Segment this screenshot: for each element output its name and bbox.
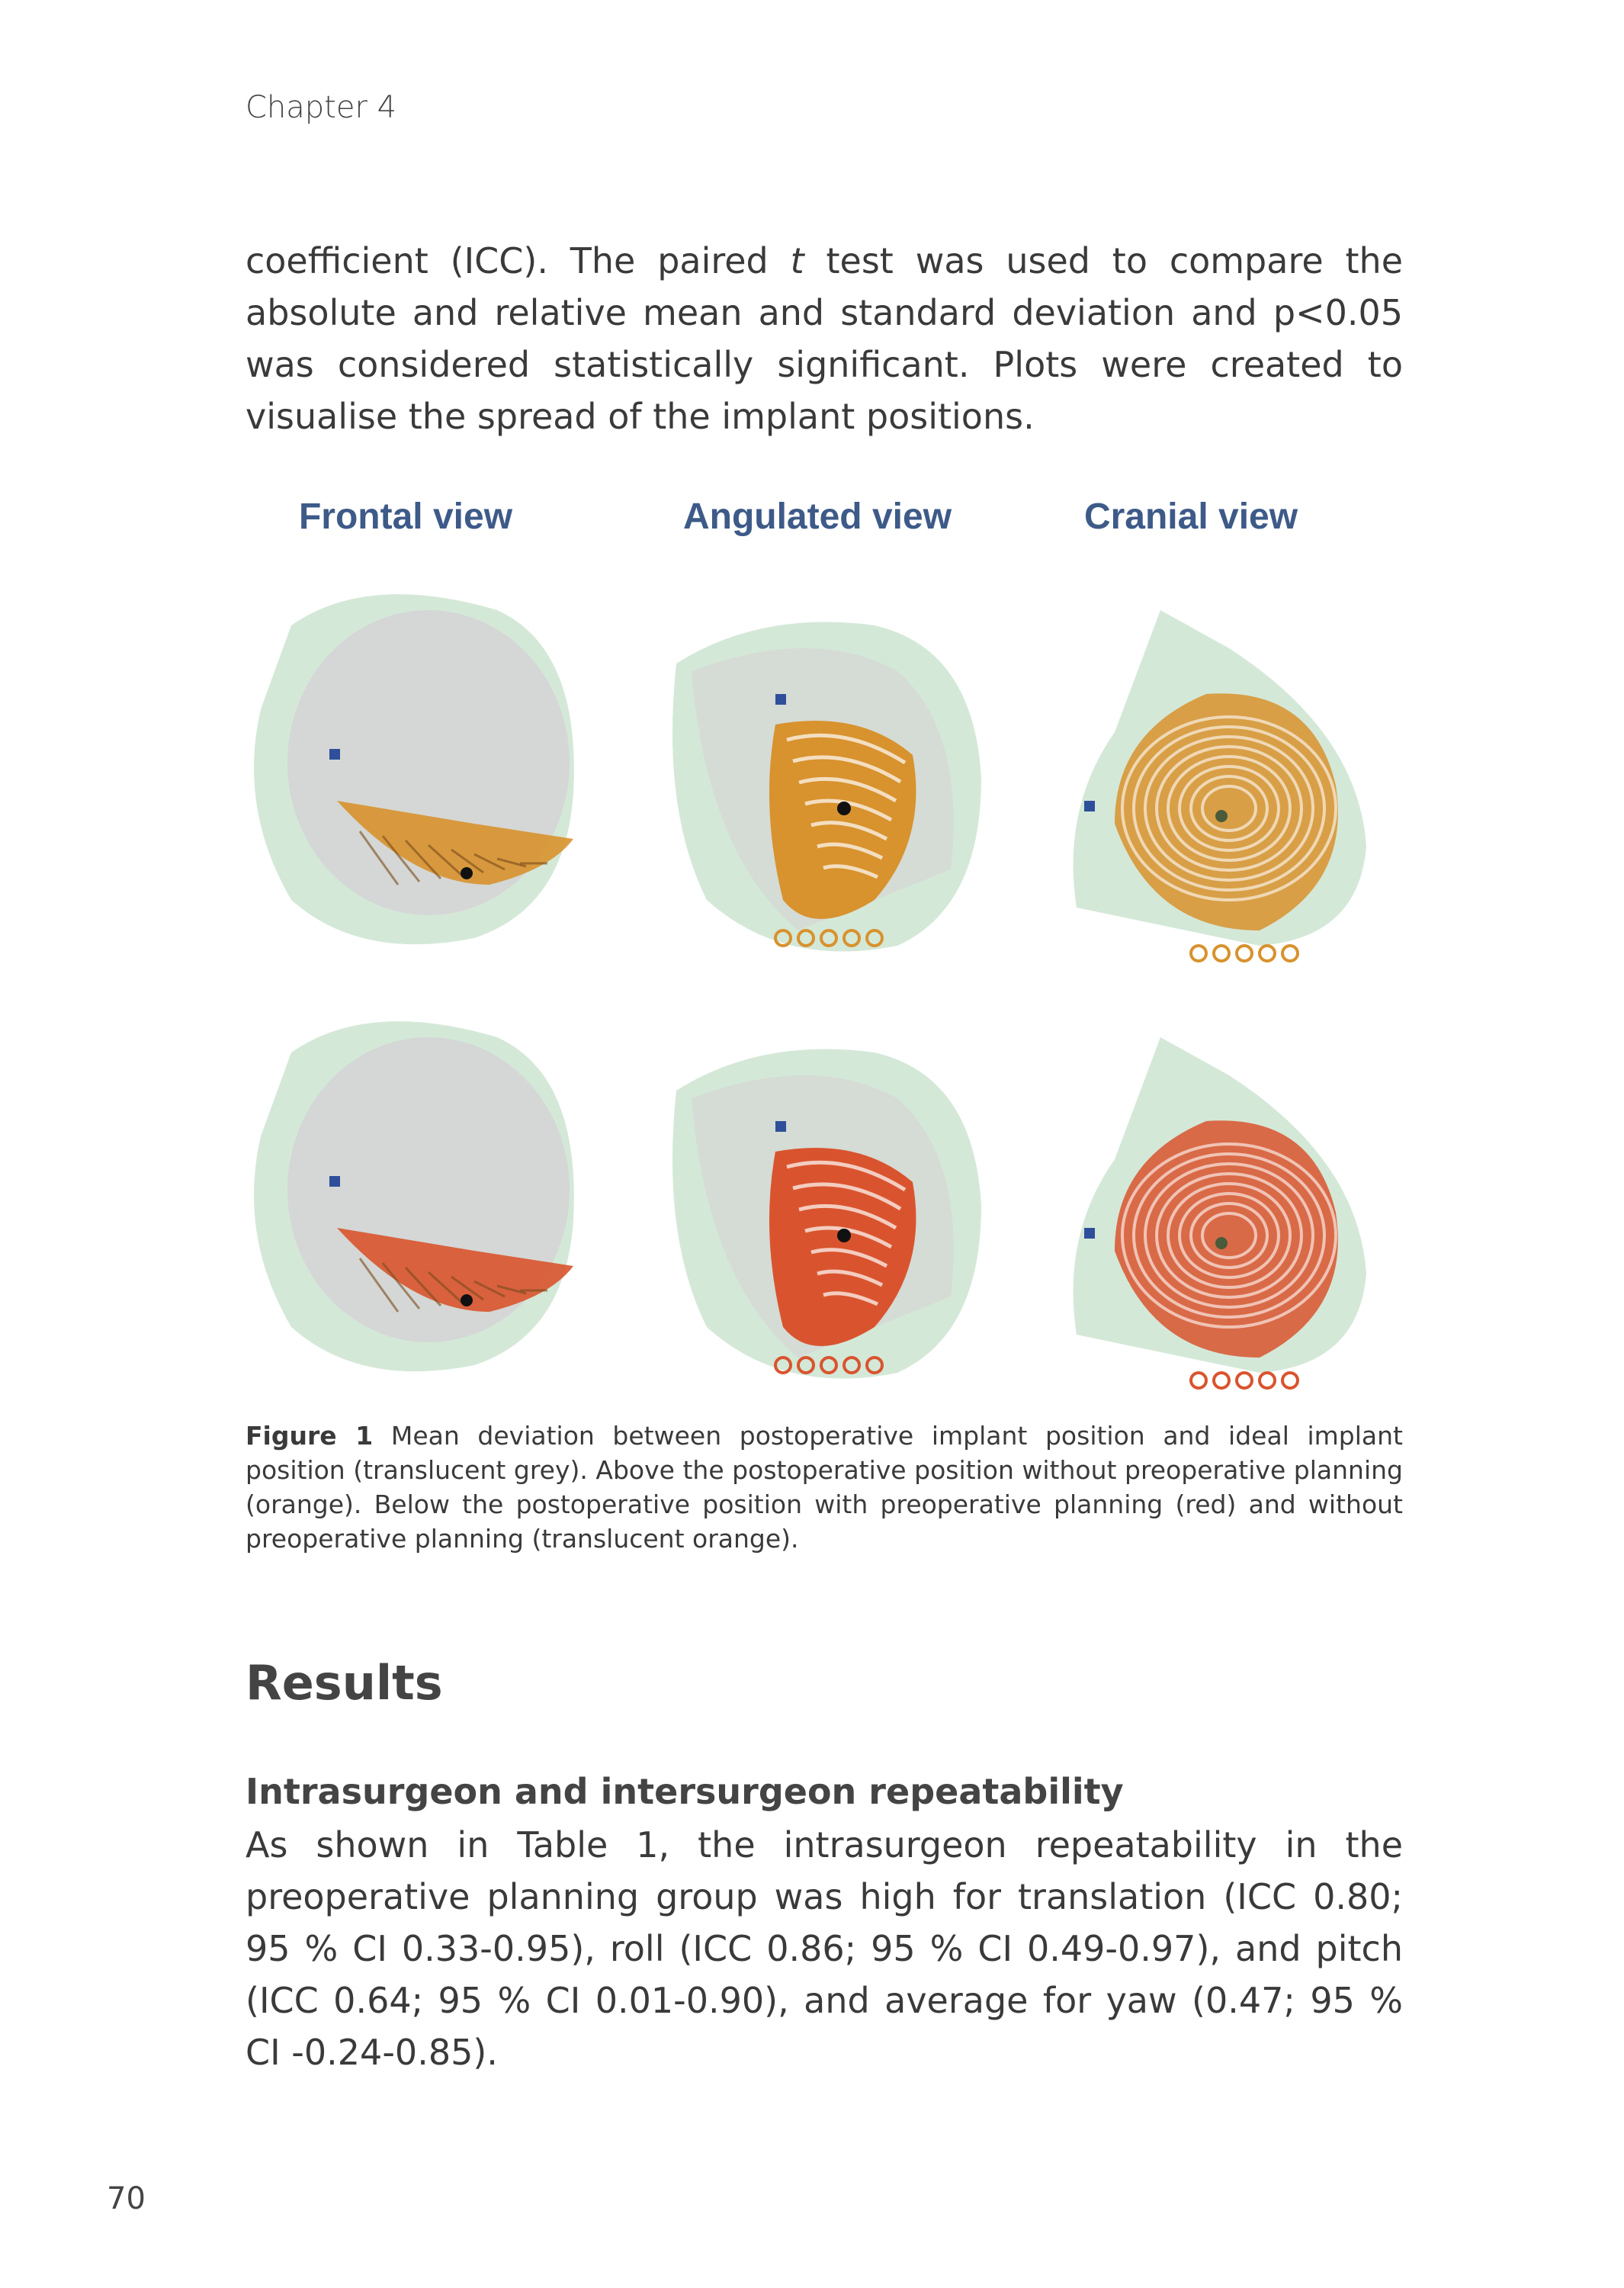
landmark-marker [1084, 801, 1095, 811]
caption-label: Figure 1 [246, 1421, 374, 1451]
intro-text-2: test was used to compare the absolute and relative mean and standard deviation and p<0.05 was considered statistically significant. Plots were created to visualise the spread of the implant positions. [246, 240, 1403, 437]
intro-italic-t: t [790, 240, 804, 281]
intro-paragraph [246, 235, 1403, 442]
fixation-ring [1282, 946, 1298, 961]
angulated-view-red-panel [646, 1007, 1012, 1403]
centroid-dot [1215, 1237, 1228, 1249]
landmark-marker [775, 694, 786, 705]
fixation-ring [1214, 946, 1229, 961]
cranial-view-red-panel [1031, 1007, 1397, 1403]
cranial-view-orange-panel [1031, 580, 1397, 976]
fixation-ring [1214, 1373, 1229, 1388]
centroid-dot [461, 1294, 473, 1306]
angulated-view-orange-panel [646, 580, 1012, 976]
centroid-dot [837, 802, 851, 815]
fixation-ring [1191, 1373, 1206, 1388]
intro-text-1: coefficient (ICC). The paired [246, 240, 791, 281]
fixation-ring [1237, 1373, 1252, 1388]
fixation-ring [1282, 1373, 1298, 1388]
centroid-dot [461, 867, 473, 879]
landmark-marker [1084, 1228, 1095, 1239]
label-cranial-view: Cranial view [1083, 496, 1298, 537]
repeatability-subheading: Intrasurgeon and intersurgeon repeatability [246, 1771, 1124, 1812]
figure-caption [246, 1419, 1403, 1556]
fixation-ring [1191, 946, 1206, 961]
caption-text: Mean deviation between postoperative implant position and ideal implant position (translucent grey). Above the postoperative position without preoperative planning (orange). Below the postoperative position with preoperative planning (red) and without preoperative planning (translucent orange). [246, 1421, 1403, 1554]
frontal-view-red-panel [246, 1007, 611, 1403]
landmark-marker [329, 749, 340, 760]
page-number: 70 [107, 2181, 146, 2216]
centroid-dot [837, 1229, 851, 1242]
results-paragraph: As shown in Table 1, the intrasurgeon repeatability in the preoperative planning group was high for translation (ICC 0.80; 95 % CI 0.33-0.95), roll (ICC 0.86; 95 % CI 0.49-0.97), and pitch (ICC 0.64; 95 % CI 0.01-0.90), and average for yaw (0.47; 95 % CI -0.24-0.85). [246, 1824, 1403, 2073]
landmark-marker [329, 1176, 340, 1187]
label-frontal-view: Frontal view [298, 496, 513, 537]
frontal-view-orange-panel [246, 580, 611, 976]
centroid-dot [1215, 810, 1228, 822]
results-heading: Results [246, 1655, 443, 1711]
fixation-ring [1260, 1373, 1275, 1388]
label-angulated-view: Angulated view [682, 496, 952, 537]
fixation-ring [1260, 946, 1275, 961]
fixation-ring [1237, 946, 1252, 961]
landmark-marker [775, 1121, 786, 1132]
figure-1 [246, 480, 1403, 1403]
running-head: Chapter 4 [246, 90, 397, 125]
